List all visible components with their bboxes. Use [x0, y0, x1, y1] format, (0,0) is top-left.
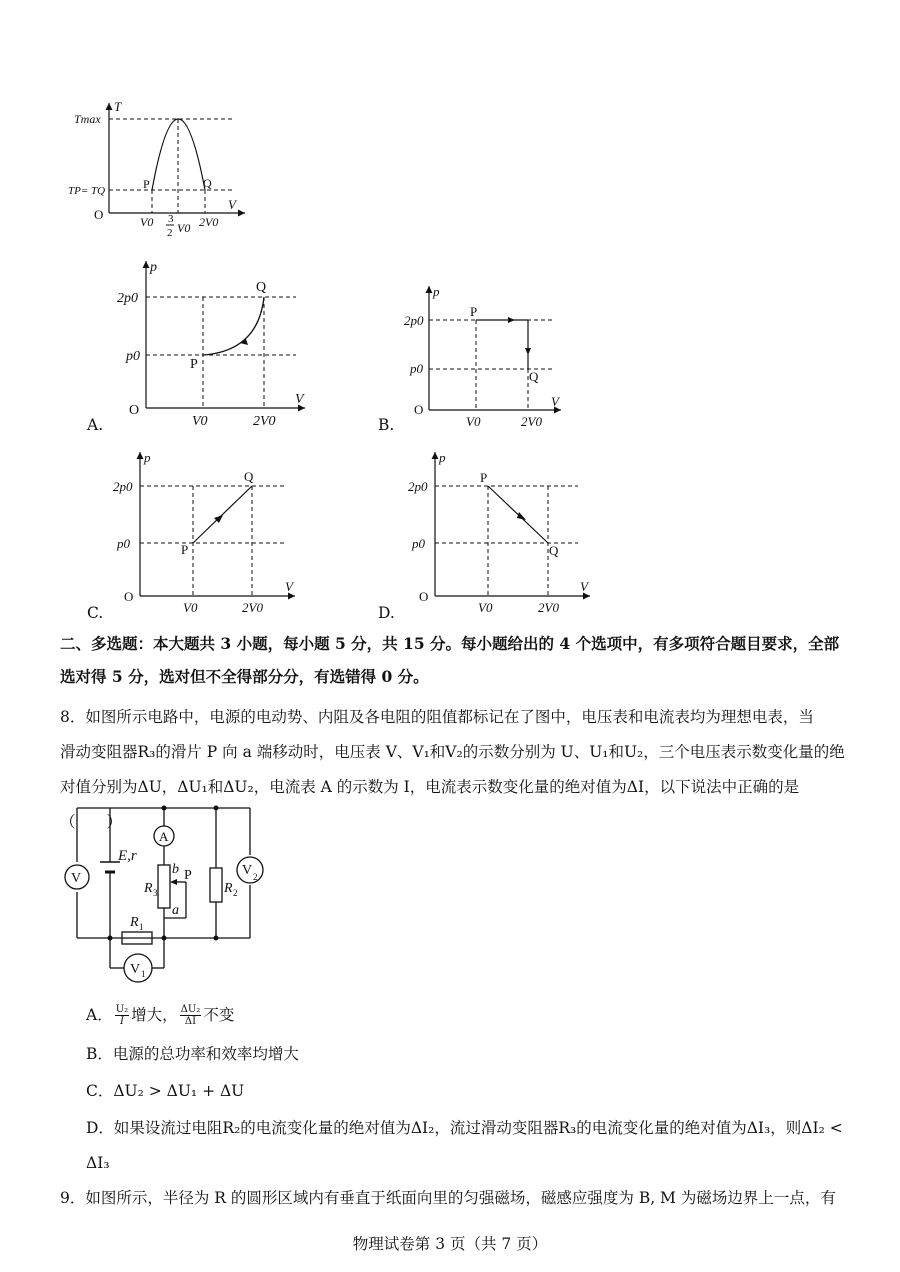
b-p0: p0 [410, 361, 423, 376]
v2-meter-label: V [242, 863, 253, 878]
q8-a-fraction2 [180, 1004, 202, 1027]
graph-option-b [396, 282, 576, 432]
c-origin: O [124, 589, 134, 604]
q8-line2: 滑动变阻器R₃的滑片 P 向 a 端移动时，电压表 V、V₁和V₂的示数分别为 U、U₁和U₂，三个电压表示数变化量的绝 [60, 743, 845, 761]
graph-option-a [100, 255, 320, 430]
slider-p-label: P [184, 868, 192, 883]
option-c-letter: C. [87, 604, 104, 622]
r3-label: R [144, 881, 153, 896]
q8-option-d-line2: ΔI₃ [86, 1154, 110, 1172]
q8-a-f1-num: U₂ [115, 1003, 129, 1015]
r3-sub: 3 [153, 888, 158, 898]
q8-a-mid: 增大， [131, 1006, 178, 1024]
d-v0: V0 [478, 600, 493, 615]
section2-line1: 二、多选题：本大题共 3 小题，每小题 5 分，共 15 分。每小题给出的 4 个选项中，有多项符合题目要求，全部 [60, 634, 840, 653]
a-terminal-label: a [172, 903, 179, 918]
option-d-letter: D. [378, 604, 395, 622]
q8-a-f1-den: I [119, 1015, 124, 1027]
v2-meter-sub: 2 [253, 872, 258, 882]
d-Q: Q [549, 543, 559, 558]
q8-line1: 8．如图所示电路中，电源的电动势、内阻及各电阻的阻值都标记在了图中，电压表和电流表均为理想电表，当 [60, 708, 814, 726]
c-p-axis: p [144, 450, 151, 465]
t-axis-label: T [114, 99, 122, 114]
section2-line2: 选对得 5 分，选对但不全得部分分，有选错得 0 分。 [60, 667, 429, 686]
d-2p0: 2p0 [408, 479, 428, 494]
c-2p0: 2p0 [113, 479, 133, 494]
a-p0: p0 [126, 349, 140, 364]
d-p0: p0 [412, 536, 425, 551]
er-label: E,r [118, 848, 137, 864]
c-p0: p0 [117, 536, 130, 551]
b-terminal-label: b [172, 862, 179, 877]
a-v-axis: V [295, 392, 304, 407]
b-v0: V0 [466, 414, 481, 429]
c-Q: Q [244, 469, 254, 484]
r1-sub: 1 [139, 922, 144, 932]
page-footer: 物理试卷第 3 页（共 7 页） [352, 1235, 548, 1253]
tmax-label: Tmax [74, 112, 101, 126]
c-v-axis: V [285, 579, 293, 594]
tv-graph [60, 95, 260, 245]
2v0-label: 2V0 [199, 215, 219, 229]
q8-option-b: B．电源的总功率和效率均增大 [86, 1045, 299, 1063]
graph-option-d [398, 448, 598, 618]
circuit-diagram [60, 800, 275, 990]
frac-num: 3 [168, 213, 174, 225]
a-origin: O [129, 403, 140, 418]
b-origin: O [414, 402, 424, 417]
d-origin: O [419, 589, 429, 604]
a-2v0: 2V0 [253, 414, 276, 429]
option-a-letter: A. [87, 416, 104, 434]
q8-option-c: C．ΔU₂ > ΔU₁ + ΔU [86, 1082, 245, 1100]
b-p-axis: p [433, 284, 440, 299]
q8-a-fraction1 [115, 1004, 129, 1027]
v1-meter-label: V [130, 962, 141, 977]
q8-a-f2-den: ΔI [184, 1015, 197, 1027]
d-2v0: 2V0 [538, 600, 559, 615]
section2-heading [60, 627, 850, 693]
b-Q: Q [529, 369, 539, 384]
c-2v0: 2V0 [242, 600, 263, 615]
question-9: 9．如图所示，半径为 R 的圆形区域内有垂直于纸面向里的匀强磁场，磁感应强度为 B, M 为磁场边界上一点，有 [60, 1189, 836, 1207]
frac-v0: V0 [177, 221, 191, 235]
q8-a-letter: A． [86, 1006, 113, 1024]
d-P: P [480, 470, 488, 485]
r2-sub: 2 [233, 888, 238, 898]
a-v0: V0 [192, 414, 208, 429]
d-v-axis: V [580, 579, 588, 594]
a-2p0: 2p0 [117, 291, 138, 306]
a-p-axis: p [150, 260, 157, 275]
v-axis-label: V [228, 197, 236, 212]
b-P: P [470, 304, 478, 319]
q-point-label: Q [203, 176, 212, 190]
p-point-label: P [143, 177, 150, 191]
tp-tq-label: TP= TQ [68, 185, 106, 197]
graph-option-c [105, 448, 305, 618]
option-b-letter: B. [378, 416, 395, 434]
c-v0: V0 [183, 600, 198, 615]
origin-label: O [94, 207, 104, 222]
c-P: P [181, 542, 189, 557]
d-p-axis: p [439, 450, 446, 465]
q8-line3: 对值分别为ΔU，ΔU₁和ΔU₂，电流表 A 的示数为 I，电流表示数变化量的绝对值为ΔI，以下说法中正确的是（ ） [60, 778, 800, 831]
a-Q: Q [256, 280, 267, 295]
q8-option-d-line1: D．如果设流过电阻R₂的电流变化量的绝对值为ΔI₂，流过滑动变阻器R₃的电流变化量的绝对值为ΔI₃，则ΔI₂ < [86, 1119, 843, 1137]
q8-a-f2-num: ΔU₂ [180, 1003, 201, 1015]
v0-label: V0 [140, 215, 154, 229]
q8-a-end: 不变 [203, 1006, 235, 1024]
r1-label: R [130, 915, 139, 930]
b-2p0: 2p0 [404, 313, 424, 328]
frac-den: 2 [167, 227, 173, 239]
v-meter-label: V [71, 871, 82, 886]
b-2v0: 2V0 [521, 414, 542, 429]
q8-option-a [86, 1002, 234, 1028]
r2-label: R [224, 881, 233, 896]
a-meter-label: A [159, 829, 169, 844]
a-P: P [190, 357, 198, 372]
v1-meter-sub: 1 [141, 969, 146, 979]
b-v-axis: V [551, 394, 559, 409]
